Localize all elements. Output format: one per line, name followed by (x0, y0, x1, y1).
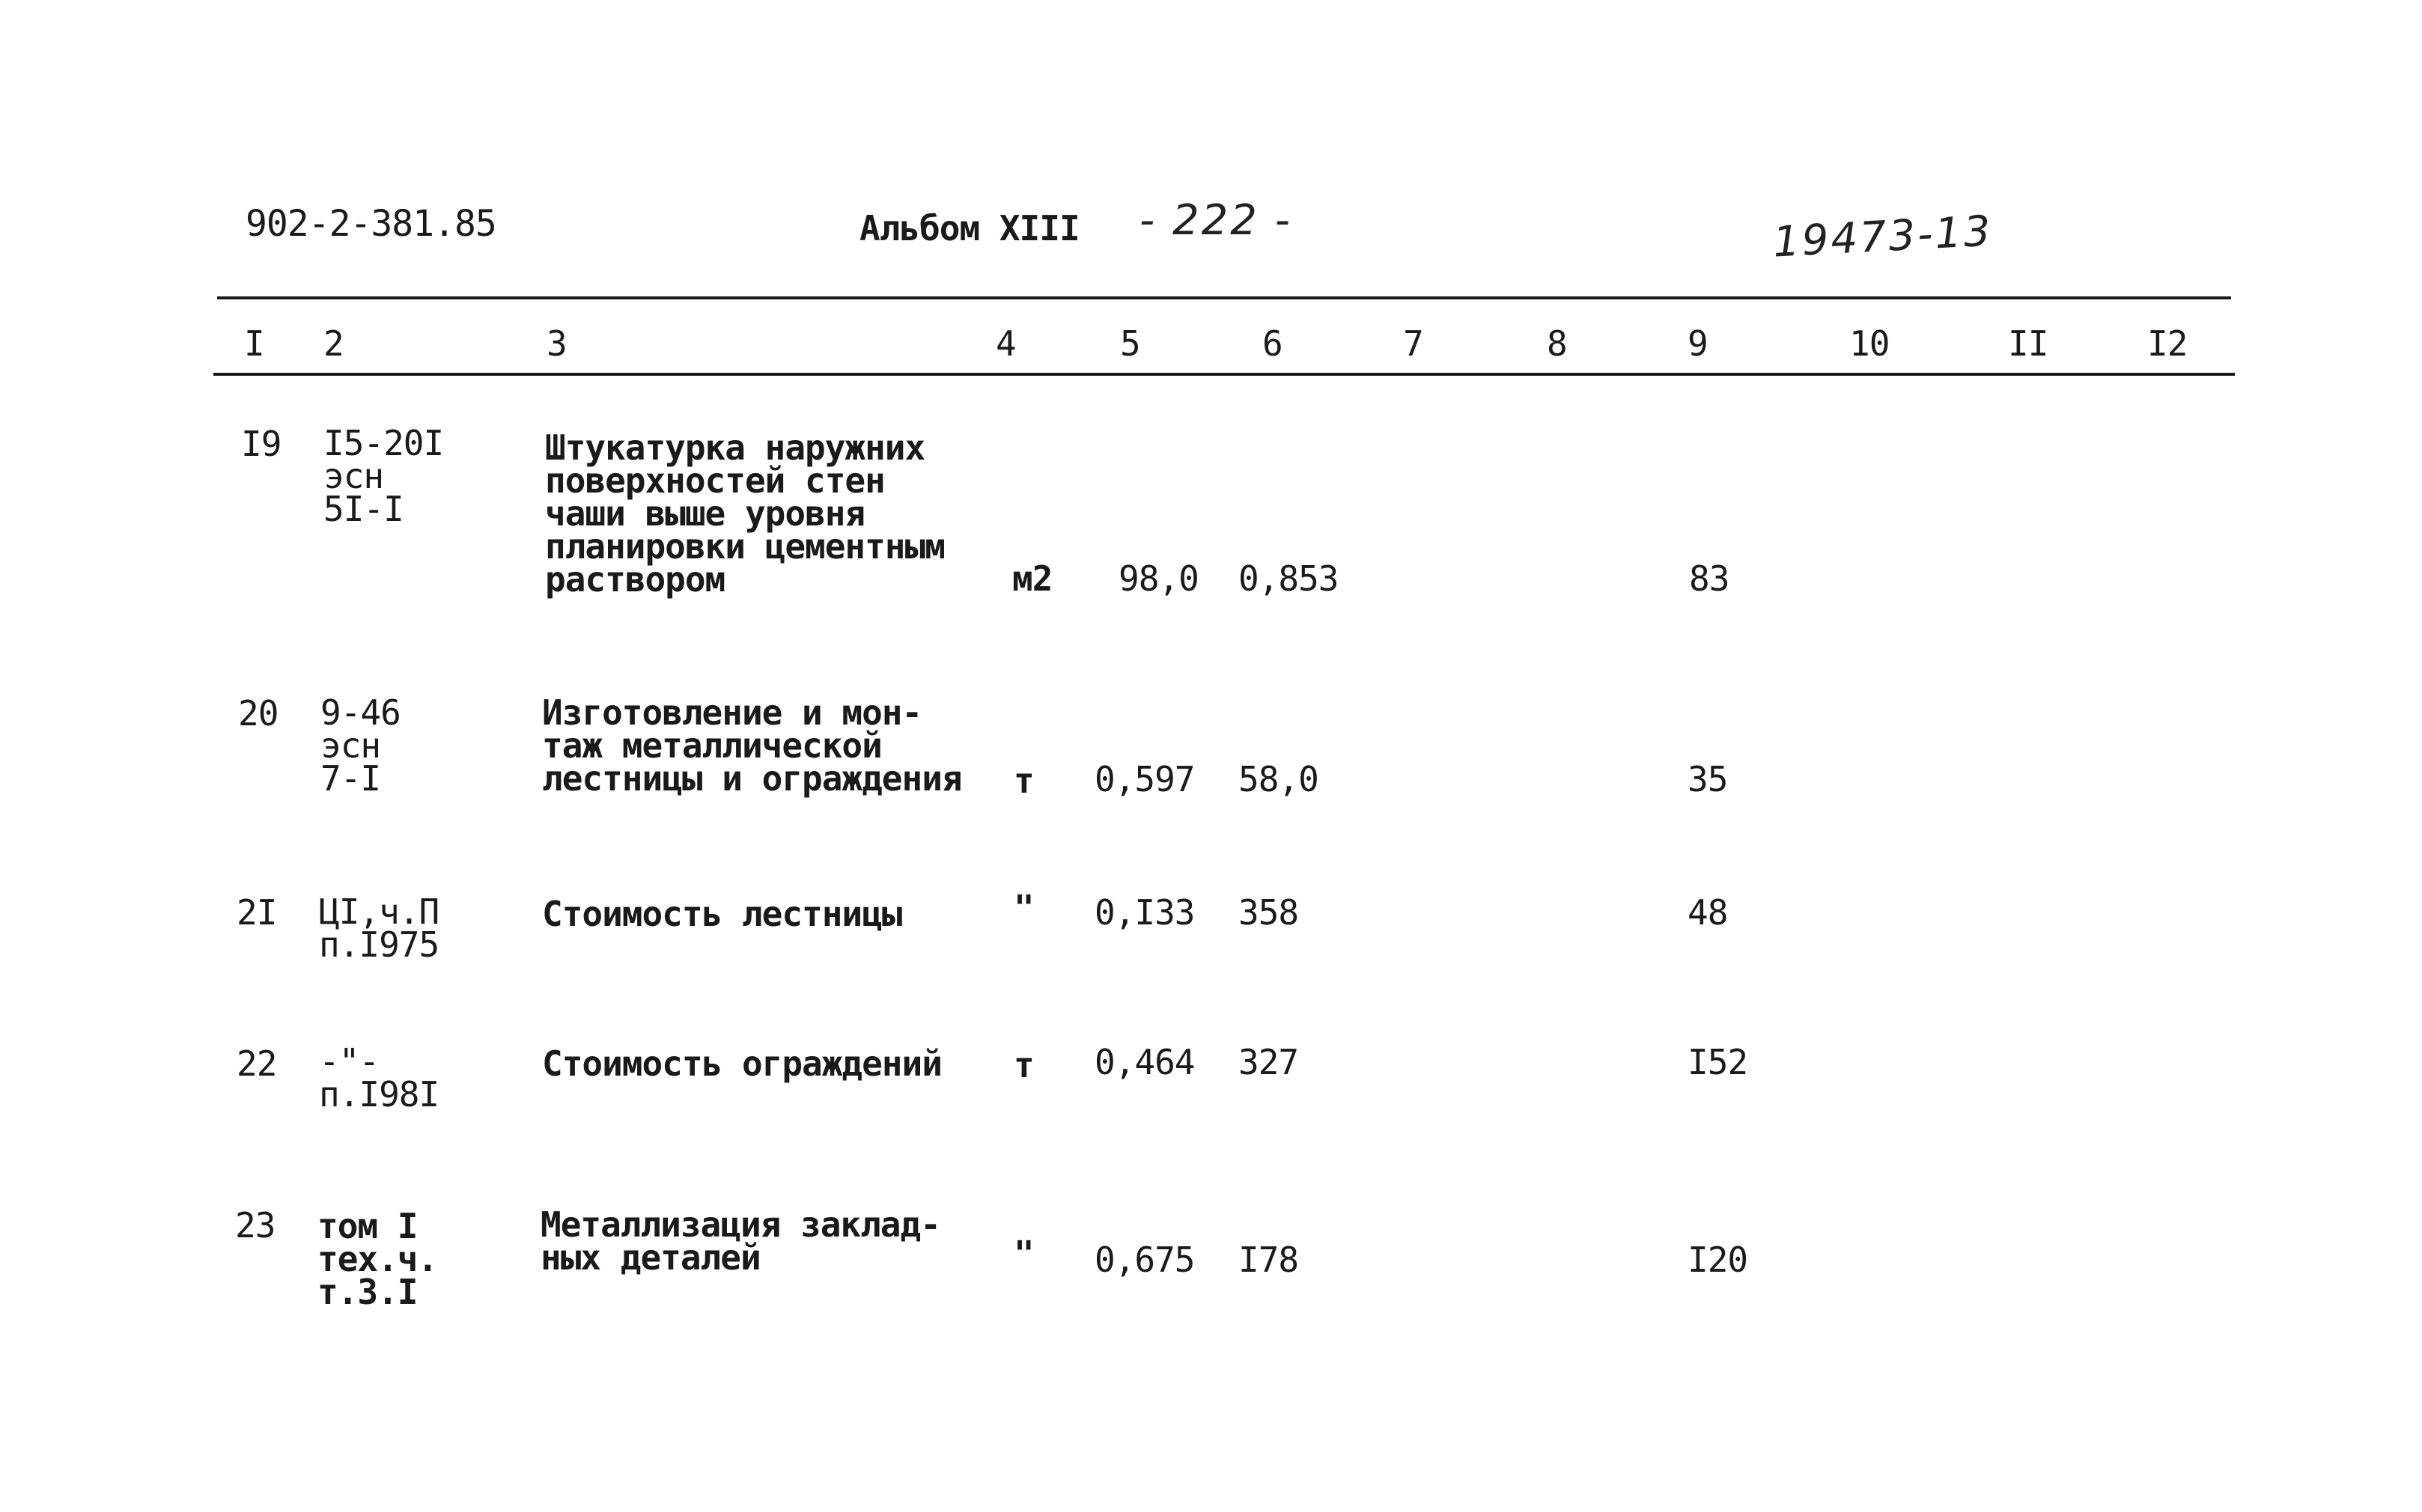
row-quantity: 0,675 (1095, 1240, 1195, 1280)
row-number: 23 (235, 1205, 276, 1246)
row-unit-price: I78 (1238, 1240, 1299, 1280)
page-number: - 222 - (1140, 196, 1292, 245)
row-unit-price: 0,853 (1238, 558, 1339, 599)
row-description: Стоимость ограждений (542, 1043, 942, 1084)
row-description: Стоимость лестницы (542, 894, 902, 934)
column-header: 10 (1849, 323, 1890, 364)
row-reference: -"- п.I98I (319, 1041, 439, 1115)
column-header: 9 (1688, 323, 1708, 364)
column-header: 4 (996, 323, 1016, 364)
row-number: I9 (241, 424, 282, 464)
row-unit: т (1014, 760, 1034, 801)
row-unit-price: 358 (1238, 892, 1299, 933)
row-unit: т (1014, 1045, 1034, 1085)
row-reference: I5-20I эсн 5I-I (323, 423, 444, 529)
row-description: Изготовление и мон- таж металлической лестницы и ограждения (542, 692, 962, 799)
document-code: 902-2-381.85 (246, 203, 496, 245)
row-unit: " (1014, 888, 1034, 928)
column-header: 7 (1403, 323, 1423, 364)
row-quantity: 98,0 (1119, 558, 1199, 599)
column-header: I (244, 323, 264, 364)
row-quantity: 0,464 (1095, 1042, 1195, 1082)
row-total: 48 (1688, 892, 1728, 933)
column-header: II (2008, 323, 2048, 364)
row-number: 22 (237, 1043, 277, 1084)
row-description: Металлизация заклад- ных деталей (541, 1204, 940, 1278)
row-unit-price: 58,0 (1238, 759, 1318, 799)
row-unit: м2 (1012, 558, 1053, 599)
row-number: 2I (237, 892, 277, 933)
row-unit-price: 327 (1238, 1042, 1299, 1082)
row-total: 35 (1688, 759, 1728, 799)
row-reference: 9-46 эсн 7-I (320, 692, 401, 799)
row-quantity: 0,I33 (1095, 892, 1195, 933)
row-number: 20 (238, 693, 279, 734)
column-header: I2 (2147, 323, 2188, 364)
handwritten-number: 19473-13 (1771, 207, 1995, 267)
row-total: I52 (1688, 1042, 1748, 1082)
row-total: I20 (1688, 1240, 1748, 1280)
table-top-rule (217, 296, 2231, 299)
row-reference: том I тех.ч. т.3.I (317, 1206, 438, 1312)
column-header: 6 (1262, 323, 1282, 364)
row-quantity: 0,597 (1095, 759, 1195, 799)
row-description: Штукатурка наружних поверхностей стен чаши выше уровня планировки цементным раствором (545, 427, 945, 600)
table-header-rule (213, 373, 2235, 376)
row-reference: ЦI,ч.П п.I975 (319, 891, 439, 965)
row-unit: " (1014, 1234, 1034, 1274)
column-header: 8 (1547, 323, 1567, 364)
album-label: Альбом XIII (859, 208, 1080, 249)
column-header: 3 (547, 323, 567, 364)
column-header: 5 (1120, 323, 1140, 364)
row-total: 83 (1689, 558, 1729, 599)
column-header: 2 (323, 323, 344, 364)
